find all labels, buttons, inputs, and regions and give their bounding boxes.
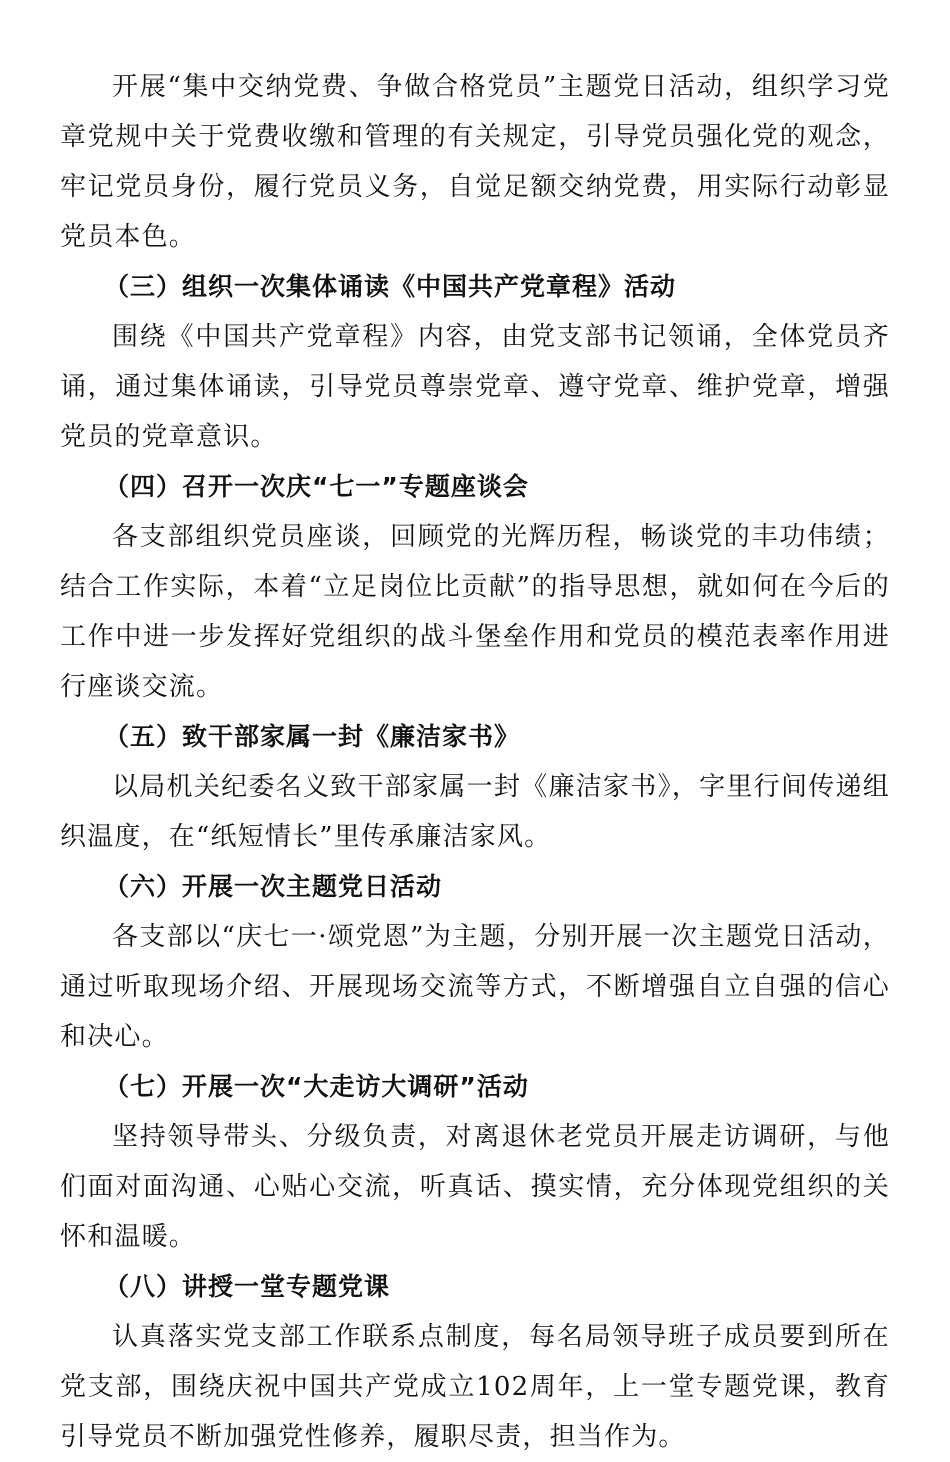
paragraph-symposium: 各支部组织党员座谈，回顾党的光辉历程，畅谈党的丰功伟绩；结合工作实际，本着“立足岗位比贡献”的指导思想，就如何在今后的工作中进一步发挥好党组织的战斗堡垒作用和党员的模范表率作用进行座谈交流。 bbox=[60, 522, 890, 702]
heading-section-5: （五）致干部家属一封《廉洁家书》 bbox=[104, 722, 521, 751]
paragraph-visit-research: 坚持领导带头、分级负责，对离退休老党员开展走访调研，与他们面对面沟通、心贴心交流，听真话、摸实情，充分体现党组织的关怀和温暖。 bbox=[60, 1122, 890, 1252]
heading-section-6: （六）开展一次主题党日活动 bbox=[104, 872, 443, 901]
document-page bbox=[60, 62, 890, 1462]
paragraph-party-constitution: 围绕《中国共产党章程》内容，由党支部书记领诵，全体党员齐诵，通过集体诵读，引导党员尊崇党章、遵守党章、维护党章，增强党员的党章意识。 bbox=[60, 322, 890, 452]
heading-section-8: （八）讲授一堂专题党课 bbox=[104, 1272, 391, 1301]
heading-section-7: （七）开展一次“大走访大调研”活动 bbox=[104, 1072, 529, 1101]
paragraph-party-lecture: 认真落实党支部工作联系点制度，每名局领导班子成员要到所在党支部，围绕庆祝中国共产党成立102周年，上一堂专题党课，教育引导党员不断加强党性修养，履职尽责，担当作为。 bbox=[60, 1322, 890, 1452]
paragraph-integrity-letter: 以局机关纪委名义致干部家属一封《廉洁家书》，字里行间传递组织温度，在“纸短情长”里传承廉洁家风。 bbox=[60, 772, 890, 852]
paragraph-party-dues: 开展“集中交纳党费、争做合格党员”主题党日活动，组织学习党章党规中关于党费收缴和管理的有关规定，引导党员强化党的观念，牢记党员身份，履行党员义务，自觉足额交纳党费，用实际行动彰显党员本色。 bbox=[60, 72, 890, 252]
paragraph-theme-day: 各支部以“庆七一·颂党恩”为主题，分别开展一次主题党日活动，通过听取现场介绍、开展现场交流等方式，不断增强自立自强的信心和决心。 bbox=[60, 922, 890, 1052]
heading-section-3: （三）组织一次集体诵读《中国共产党章程》活动 bbox=[104, 272, 677, 301]
heading-section-4: （四）召开一次庆“七一”专题座谈会 bbox=[104, 472, 529, 501]
